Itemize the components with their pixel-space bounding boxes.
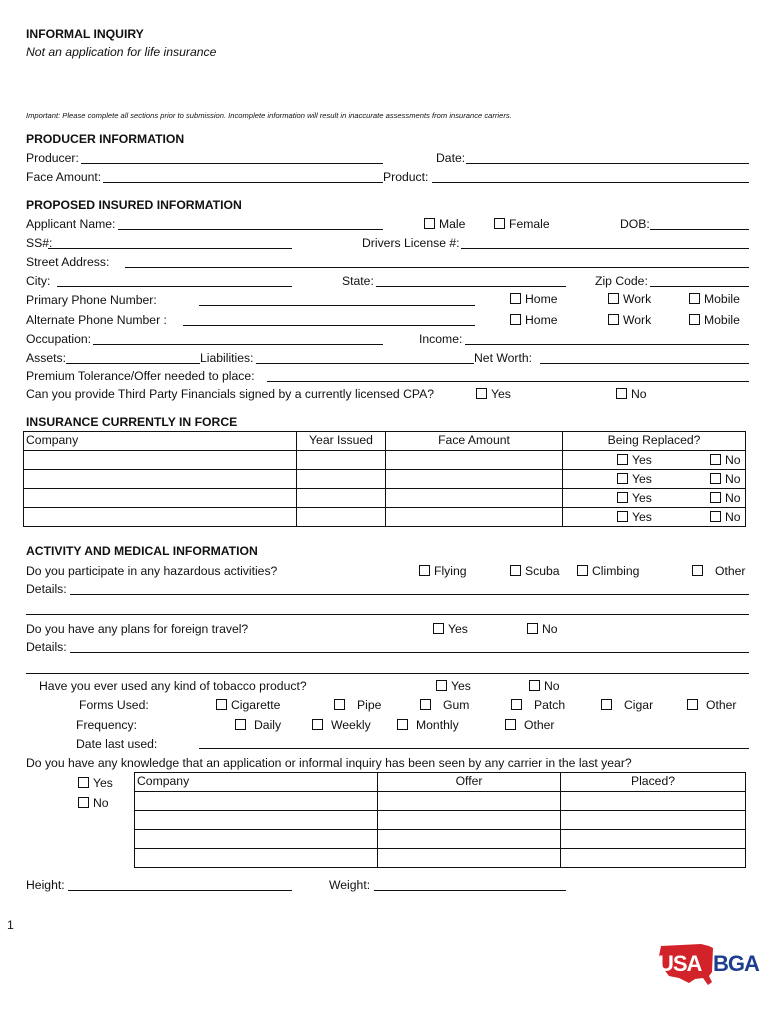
important-note: Important: Please complete all sections prior to submission. Incomplete information will result in inaccurate assessments from insurance carriers. (26, 111, 512, 120)
no-checkbox[interactable] (527, 623, 538, 634)
scuba-label: Scuba (525, 564, 560, 578)
inquiry-question: Do you have any knowledge that an application or informal inquiry has been seen by any carrier in the last year? (26, 756, 632, 770)
col-being-replaced: Being Replaced? (563, 432, 746, 451)
daily-option[interactable] (235, 718, 281, 732)
no-label: No (542, 622, 558, 636)
table-row (24, 470, 746, 489)
occupation-label: Occupation: (26, 332, 92, 346)
work-label: Work (623, 292, 652, 306)
no-label: No (725, 472, 741, 486)
height-field[interactable] (68, 890, 292, 891)
yes-label: Yes (93, 776, 113, 790)
logo-bga-text: BGA (713, 951, 759, 976)
travel-no-option[interactable] (527, 622, 558, 636)
no-label: No (725, 453, 741, 467)
male-label: Male (439, 217, 466, 231)
weekly-checkbox[interactable] (312, 719, 323, 730)
weight-field[interactable] (374, 890, 566, 891)
producer-heading: PRODUCER INFORMATION (26, 132, 185, 146)
travel-details-field-2[interactable] (26, 673, 749, 674)
cpa-yes-checkbox[interactable] (476, 388, 487, 399)
cell[interactable] (135, 811, 378, 830)
cell[interactable] (561, 849, 746, 868)
alt-mobile-option[interactable] (689, 313, 740, 327)
assets-label: Assets: (26, 351, 66, 365)
tobacco-yes-option[interactable] (436, 679, 471, 693)
col-offer: Offer (378, 773, 561, 792)
home-label: Home (525, 292, 558, 306)
scuba-checkbox[interactable] (510, 565, 521, 576)
cell[interactable] (24, 451, 297, 470)
other-checkbox[interactable] (692, 565, 703, 576)
primary-mobile-option[interactable] (689, 292, 740, 306)
date-label: Date: (436, 151, 466, 165)
cpa-no-option[interactable] (616, 387, 647, 401)
zip-label: Zip Code: (595, 274, 648, 288)
yes-label: Yes (448, 622, 468, 636)
cigar-option[interactable] (601, 698, 653, 712)
primary-phone-field[interactable] (199, 305, 475, 306)
pipe-checkbox[interactable] (334, 699, 345, 710)
col-face-amount: Face Amount (386, 432, 563, 451)
cpa-yes-option[interactable] (476, 387, 511, 401)
no-label: No (725, 491, 741, 505)
dob-field[interactable] (650, 229, 749, 230)
cell[interactable] (297, 470, 386, 489)
alt-home-option[interactable] (510, 313, 558, 327)
cell[interactable] (378, 849, 561, 868)
logo-usa-text: USA (658, 951, 702, 976)
alternate-phone-label: Alternate Phone Number : (26, 313, 167, 327)
date-last-used-label: Date last used: (76, 737, 158, 751)
male-option[interactable] (424, 217, 465, 231)
hazard-other-option[interactable] (692, 564, 745, 578)
cell[interactable] (135, 830, 378, 849)
cell[interactable] (378, 811, 561, 830)
inquiry-yes-option[interactable] (78, 776, 113, 790)
no-label: No (544, 679, 560, 693)
net-worth-label: Net Worth: (474, 351, 533, 365)
male-checkbox[interactable] (424, 218, 435, 229)
table-header-row (24, 432, 746, 451)
climbing-label: Climbing (592, 564, 640, 578)
monthly-label: Monthly (416, 718, 459, 732)
gum-checkbox[interactable] (420, 699, 431, 710)
alt-home-checkbox[interactable] (510, 314, 521, 325)
cell[interactable] (561, 811, 746, 830)
primary-home-checkbox[interactable] (510, 293, 521, 304)
table-row (135, 830, 746, 849)
inquiry-table (134, 772, 746, 868)
no-label: No (631, 387, 647, 401)
cell[interactable] (561, 830, 746, 849)
table-header-row (135, 773, 746, 792)
occupation-field[interactable] (93, 344, 383, 345)
col-company: Company (24, 432, 297, 451)
col-year-issued: Year Issued (297, 432, 386, 451)
replaced-no-option[interactable] (710, 452, 741, 468)
weekly-option[interactable] (312, 718, 371, 732)
travel-yes-option[interactable] (433, 622, 468, 636)
no-checkbox[interactable] (529, 680, 540, 691)
applicant-name-field[interactable] (118, 229, 383, 230)
patch-checkbox[interactable] (511, 699, 522, 710)
street-field[interactable] (125, 267, 749, 268)
cpa-question: Can you provide Third Party Financials signed by a currently licensed CPA? (26, 387, 435, 401)
daily-label: Daily (254, 718, 282, 732)
ss-field[interactable] (48, 248, 292, 249)
daily-checkbox[interactable] (235, 719, 246, 730)
cell[interactable] (135, 849, 378, 868)
table-row (24, 489, 746, 508)
yes-checkbox[interactable] (78, 777, 89, 788)
state-field[interactable] (376, 286, 566, 287)
producer-field[interactable] (81, 163, 383, 164)
col-placed: Placed? (561, 773, 746, 792)
scuba-option[interactable] (510, 564, 560, 578)
forms-used-label: Forms Used: (79, 698, 149, 712)
net-worth-field[interactable] (540, 363, 749, 364)
frequency-label: Frequency: (76, 718, 137, 732)
travel-details-field[interactable] (70, 652, 749, 653)
in-force-heading: INSURANCE CURRENTLY IN FORCE (26, 415, 238, 429)
replaced-no-option[interactable] (710, 471, 741, 487)
primary-work-option[interactable] (608, 292, 651, 306)
mobile-label: Mobile (704, 313, 740, 327)
yes-checkbox[interactable] (617, 492, 628, 503)
date-field[interactable] (466, 163, 749, 164)
primary-mobile-checkbox[interactable] (689, 293, 700, 304)
date-last-used-field[interactable] (199, 748, 749, 749)
other-checkbox[interactable] (687, 699, 698, 710)
no-label: No (725, 510, 741, 524)
form-subtitle: Not an application for life insurance (26, 45, 217, 59)
replaced-no-option[interactable] (710, 490, 741, 506)
tobacco-other-option[interactable] (687, 698, 736, 712)
cell[interactable] (24, 508, 297, 527)
product-label: Product: (383, 170, 429, 184)
no-checkbox[interactable] (710, 492, 721, 503)
cell[interactable] (297, 489, 386, 508)
insured-heading: PROPOSED INSURED INFORMATION (26, 198, 242, 212)
cell[interactable] (561, 792, 746, 811)
replaced-cell (563, 489, 746, 508)
face-amount-field[interactable] (103, 182, 383, 183)
premium-label: Premium Tolerance/Offer needed to place: (26, 369, 255, 383)
travel-question: Do you have any plans for foreign travel? (26, 622, 249, 636)
flying-label: Flying (434, 564, 467, 578)
form-title: INFORMAL INQUIRY (26, 27, 144, 41)
state-label: State: (342, 274, 374, 288)
monthly-checkbox[interactable] (397, 719, 408, 730)
yes-checkbox[interactable] (617, 511, 628, 522)
drivers-license-label: Drivers License #: (362, 236, 460, 250)
cell[interactable] (297, 508, 386, 527)
gum-label: Gum (443, 698, 470, 712)
replaced-cell (563, 508, 746, 527)
tobacco-question: Have you ever used any kind of tobacco product? (39, 679, 307, 693)
yes-label: Yes (632, 491, 652, 505)
table-row (24, 508, 746, 527)
in-force-table (23, 431, 746, 527)
table-row (135, 811, 746, 830)
patch-option[interactable] (511, 698, 565, 712)
cell[interactable] (386, 470, 563, 489)
primary-work-checkbox[interactable] (608, 293, 619, 304)
gum-option[interactable] (420, 698, 469, 712)
yes-label: Yes (451, 679, 471, 693)
yes-label: Yes (632, 510, 652, 524)
cell[interactable] (24, 470, 297, 489)
product-field[interactable] (432, 182, 749, 183)
city-field[interactable] (57, 286, 292, 287)
other-label: Other (706, 698, 737, 712)
flying-checkbox[interactable] (419, 565, 430, 576)
female-checkbox[interactable] (494, 218, 505, 229)
table-row (24, 451, 746, 470)
yes-checkbox[interactable] (436, 680, 447, 691)
income-field[interactable] (465, 344, 749, 345)
other-label: Other (524, 718, 555, 732)
primary-home-option[interactable] (510, 292, 558, 306)
table-row (135, 849, 746, 868)
cell[interactable] (386, 489, 563, 508)
no-checkbox[interactable] (78, 797, 89, 808)
replaced-yes-option[interactable] (617, 490, 652, 506)
no-checkbox[interactable] (710, 473, 721, 484)
no-label: No (93, 796, 109, 810)
climbing-option[interactable] (577, 564, 639, 578)
cigarette-checkbox[interactable] (216, 699, 227, 710)
alt-mobile-checkbox[interactable] (689, 314, 700, 325)
mobile-label: Mobile (704, 292, 740, 306)
cigar-checkbox[interactable] (601, 699, 612, 710)
frequency-other-option[interactable] (505, 718, 554, 732)
patch-label: Patch (534, 698, 566, 712)
alt-work-option[interactable] (608, 313, 651, 327)
height-label: Height: (26, 878, 65, 892)
yes-label: Yes (632, 472, 652, 486)
other-checkbox[interactable] (505, 719, 516, 730)
cell[interactable] (378, 830, 561, 849)
applicant-name-label: Applicant Name: (26, 217, 116, 231)
assets-field[interactable] (66, 363, 200, 364)
hazard-details-field[interactable] (70, 594, 749, 595)
cell[interactable] (378, 792, 561, 811)
pipe-option[interactable] (334, 698, 381, 712)
flying-option[interactable] (419, 564, 467, 578)
alternate-phone-field[interactable] (183, 325, 475, 326)
other-label: Other (715, 564, 746, 578)
travel-details-label: Details: (26, 640, 67, 654)
yes-label: Yes (491, 387, 511, 401)
cigarette-option[interactable] (216, 698, 280, 712)
table-row (135, 792, 746, 811)
page-number: 1 (7, 918, 14, 932)
home-label: Home (525, 313, 558, 327)
activity-heading: ACTIVITY AND MEDICAL INFORMATION (26, 544, 258, 558)
yes-label: Yes (632, 453, 652, 467)
liabilities-label: Liabilities: (200, 351, 254, 365)
replaced-cell (563, 470, 746, 489)
cell[interactable] (386, 451, 563, 470)
replaced-yes-option[interactable] (617, 509, 652, 525)
yes-checkbox[interactable] (617, 454, 628, 465)
no-checkbox[interactable] (710, 454, 721, 465)
alt-work-checkbox[interactable] (608, 314, 619, 325)
hazard-details-label: Details: (26, 582, 67, 596)
replaced-cell (563, 451, 746, 470)
producer-label: Producer: (26, 151, 79, 165)
cell[interactable] (135, 792, 378, 811)
cell[interactable] (386, 508, 563, 527)
inquiry-no-option[interactable] (78, 796, 109, 810)
cpa-no-checkbox[interactable] (616, 388, 627, 399)
cell[interactable] (24, 489, 297, 508)
city-label: City: (26, 274, 51, 288)
work-label: Work (623, 313, 652, 327)
cigar-label: Cigar (624, 698, 654, 712)
female-option[interactable] (494, 217, 550, 231)
dob-label: DOB: (620, 217, 650, 231)
primary-phone-label: Primary Phone Number: (26, 293, 157, 307)
yes-checkbox[interactable] (617, 473, 628, 484)
hazard-details-field-2[interactable] (26, 614, 749, 615)
yes-checkbox[interactable] (433, 623, 444, 634)
pipe-label: Pipe (357, 698, 382, 712)
premium-field[interactable] (267, 381, 749, 382)
hazard-question: Do you participate in any hazardous activities? (26, 564, 278, 578)
usa-bga-logo (655, 942, 759, 988)
monthly-option[interactable] (397, 718, 459, 732)
cigarette-label: Cigarette (231, 698, 281, 712)
tobacco-no-option[interactable] (529, 679, 560, 693)
drivers-license-field[interactable] (461, 248, 749, 249)
replaced-yes-option[interactable] (617, 471, 652, 487)
zip-field[interactable] (650, 286, 749, 287)
climbing-checkbox[interactable] (577, 565, 588, 576)
col-company: Company (135, 773, 378, 792)
cell[interactable] (297, 451, 386, 470)
income-label: Income: (419, 332, 463, 346)
replaced-no-option[interactable] (710, 509, 741, 525)
weight-label: Weight: (329, 878, 371, 892)
replaced-yes-option[interactable] (617, 452, 652, 468)
weekly-label: Weekly (331, 718, 371, 732)
face-amount-label: Face Amount: (26, 170, 102, 184)
no-checkbox[interactable] (710, 511, 721, 522)
liabilities-field[interactable] (256, 363, 474, 364)
female-label: Female (509, 217, 550, 231)
street-label: Street Address: (26, 255, 110, 269)
ss-label: SS#: (26, 236, 53, 250)
